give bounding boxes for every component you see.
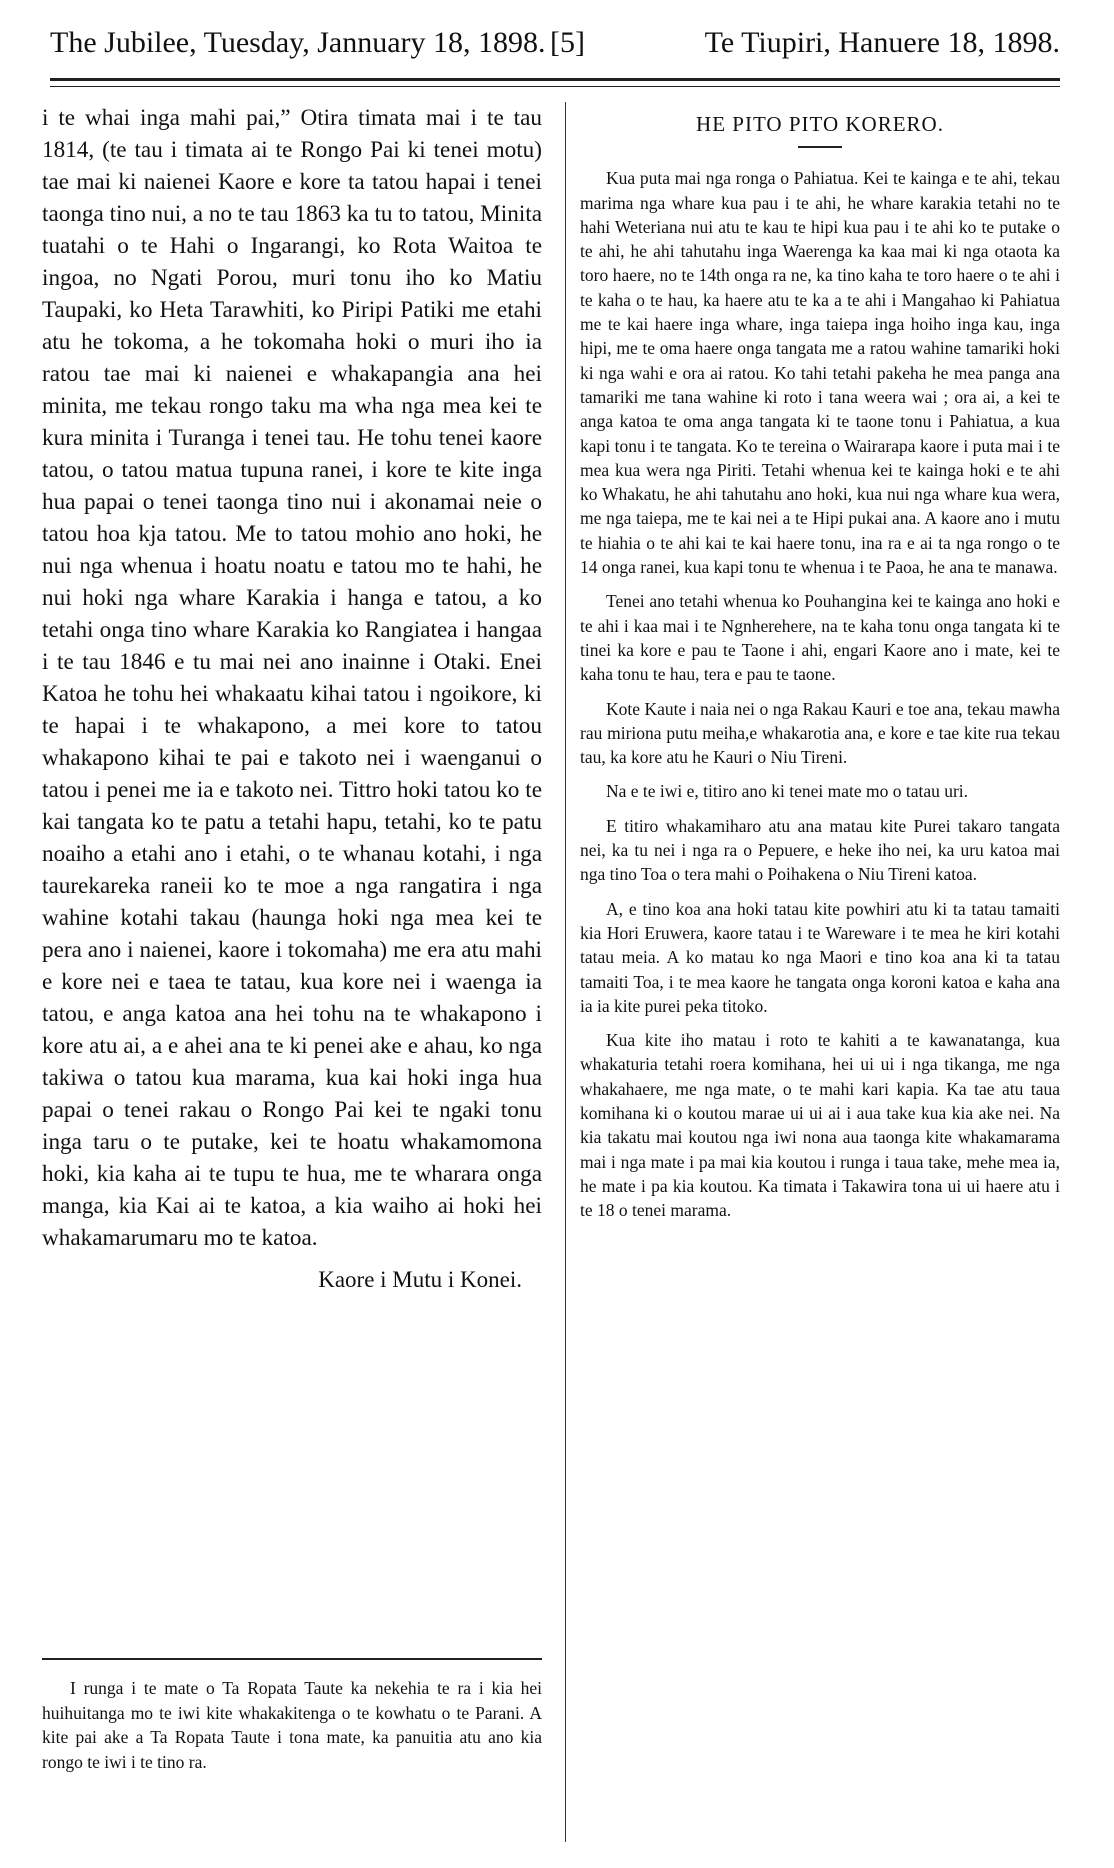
news-paragraph: A, e tino koa ana hoki tatau kite powhiri atu ki ta tatau tamaiti kia Hori Eruwera, kaore tatau i te Wareware i te mea he kiri kotahi tatau meia. A ko matau ko nga Maori e tino koa ana ki ta tatau tamaiti Toa, i te mea kaore he tangata onga koroni katoa e kaha ana ia ia kite purei peka titoko. <box>580 898 1060 1016</box>
header-rule-thin <box>50 86 1060 87</box>
left-column-body: i te whai inga mahi pai,” Otira timata mai i te tau 1814, (te tau i timata ai te Rongo Pai ki tenei motu) tae mai ki naienei Kaore e kore ta tatou hapai i tenei taonga tino nui, a no te tau 1863 ka tu to tatou, Minita tuatahi o te Hahi o Ingarangi, ko Rota Waitoa te ingoa, no Ngati Porou, muri tonu iho ko Matiu Taupaki, ko Heta Tarawhiti, ko Piripi Patiki me etahi atu he tokoma, a he tokomaha hoki o muri iho ia ratou tae mai ki naienei e whakapangia ana hei minita, me tekau rongo taku ma wha nga mea kei te kura minita i Turanga i tenei tau. He tohu tenei kaore tatou, o tatou matua tupuna ranei, i kore te kite inga hua papai o tenei taonga tino nui i akonamai neie o tatou hoa kja tatou. Me to tatou mohio ano hoki, he nui nga whenua i hoatu noatu e tatou mo te hahi, he nui hoki nga whare Karakia i hanga e tatou, a ko tetahi onga tino whare Karakia ko Rangiatea i hangaa i te tau 1846 e tu mai nei ano inainne i Otaki. Enei Katoa he tohu hei whakaatu kihai tatou i ngoikore, ki te hapai i te whakapono, a mei kore to tatou whakapono kihai te pai e takoto nei i waenganui o tatou i penei me ia e takoto nei. Tittro hoki tatou ko te kai tangata ko te patu a tetahi hapu, tetahi, ko te patu noaiho a etahi ano i etahi, o te whanau kotahi, i nga taurekareka raneii ko te moe a nga rangatira i nga wahine kotahi takau (haunga hoki nga mea kei te pera ano i naienei, kaore i tokomaha) me era atu mahi e kore nei e taea te tatau, kua kore nei i waenga ia tatou, e anga katoa ana hei tohu na te whakapono i kore atu ai, a e ahei ana te ki penei ake e ahau, ko nga takiwa o tatou kua marama, kua kai hoki inga hua papai o tenei rakau o Rongo Pai kei te ngaki tonu inga taru o te putake, kei te hoatu whakamomona hoki, kia kaha ai te tupu te hua, me te wharara onga manga, kia Kai ai te katoa, a kia waiho ai hoki hei whakamarumaru mo te katoa. <box>42 105 542 1251</box>
header-rule-thick <box>50 78 1060 81</box>
left-column <box>42 102 542 1296</box>
footnote: I runga i te mate o Ta Ropata Taute ka nekehia te ra i kia hei huihuitanga mo te iwi kite whakakitenga o te kowhatu o te Parani. A kite pai ake a Ta Ropata Taute i tona mate, ka panuitia atu ano kia rongo te iwi i te tino ra. <box>42 1678 542 1772</box>
column-divider <box>565 102 566 1842</box>
page-number: [5] <box>550 26 585 59</box>
header-english-date: The Jubilee, Tuesday, Jannuary 18, 1898. <box>50 26 546 59</box>
right-column <box>580 102 1060 1232</box>
news-section-title: HE PITO PITO KORERO. <box>696 112 944 136</box>
news-paragraph: E titiro whakamiharo atu ana matau kite Purei takaro tangata nei, ka tu nei i nga ra o Pepuere, e heke iho nei, ka uru katoa mai nga tino Toa o tera mahi o Poihakena o Niu Tireni katoa. <box>580 815 1060 885</box>
page-header <box>50 18 1060 70</box>
header-maori-date: Te Tiupiri, Hanuere 18, 1898. <box>704 26 1060 59</box>
title-rule <box>798 146 842 148</box>
news-paragraph: Kua puta mai nga ronga o Pahiatua. Kei te kainga e te ahi, tekau marima nga whare kua pau i te ahi, he whare karakia tetahi no te hahi Weteriana nui atu te kau te hipi kua pau i te ahi ko te putake o te ahi, he ahi tahutahu inga Waerenga ka kaa mai ki nga otaota ka toro haere, no te 14th onga ra ne, ka tino kaha te toro haere o te ahi i te kaha o te hau, ka haere atu te ka a te ahi i Mangahao ki Pahiatua me te kai haere inga whare, inga taiepa inga hoiho inga kau, inga hipi, me te oma haere onga tangata me a ratou wahine tamariki hoki ki nga wahi e ora ai ratou. Ko tahi tetahi pakeha he mea panga ana tamariki me tana wahine ki roto i tana weera wai ; ora ai, a kei te anga katoa te oma anga tangata ki te taone tonu i Pahiatua, a kua kapi tonu i te tangata. Ko te tereina o Wairarapa kaore i puta mai i te mea kua wera nga Piriti. Tetahi whenua kei te kainga hoki e te ahi ko Whakatu, he ahi tahutahu ano hoki, kua nui nga whare kua wera, me nga taiepa, me te kai nei a te Hipi pukai ana. A kaore ano i mutu te hiahia o te ahi kai te kai haere tonu, ina ra e ai ta nga rongo o te 14 onga ranei, kua kapi tonu te whenua i te Paoa, he ana te manawa. <box>580 168 1060 578</box>
news-paragraph: Na e te iwi e, titiro ano ki tenei mate mo o tatau uri. <box>606 781 969 802</box>
news-paragraph: Kote Kaute i naia nei o nga Rakau Kauri e toe ana, tekau mawha rau miriona putu meiha,e whakarotia ana, e kore e tae kite rua tekau tau, ka kore atu he Kauri o Niu Tireni. <box>580 698 1060 768</box>
news-paragraph: Kua kite iho matau i roto te kahiti a te kawanatanga, kua whakaturia tetahi roera komihana, hei ui ui i nga tikanga, me nga whakahaere, me nga mate, o te mahi kari kapia. Ka tae atu taua komihana ki o koutou marae ui ui ai i aua take kua kia ake nei. Na kia takatu mai koutou nga iwi nona aua taonga kite whakamarama mai i nga mate i pa mai kia koutou i runga i taua take, mehe mea ia, he mate i pa kia koutou. Ka timata i Takawira tona ui ui haere atu i te 18 o tenei marama. <box>580 1030 1060 1221</box>
article-signature: Kaore i Mutu i Konei. <box>318 1267 522 1292</box>
footnote-rule <box>42 1658 542 1660</box>
news-paragraph: Tenei ano tetahi whenua ko Pouhangina kei te kainga ano hoki e te ahi i kaa mai i te Ngnherehere, na te kaha tonu onga tangata ki te tinei ka kore e pau te Taone i ahi, engari Kaore ano i mate, kei te kaha tonu te hau, tera e pau te taone. <box>580 591 1060 685</box>
